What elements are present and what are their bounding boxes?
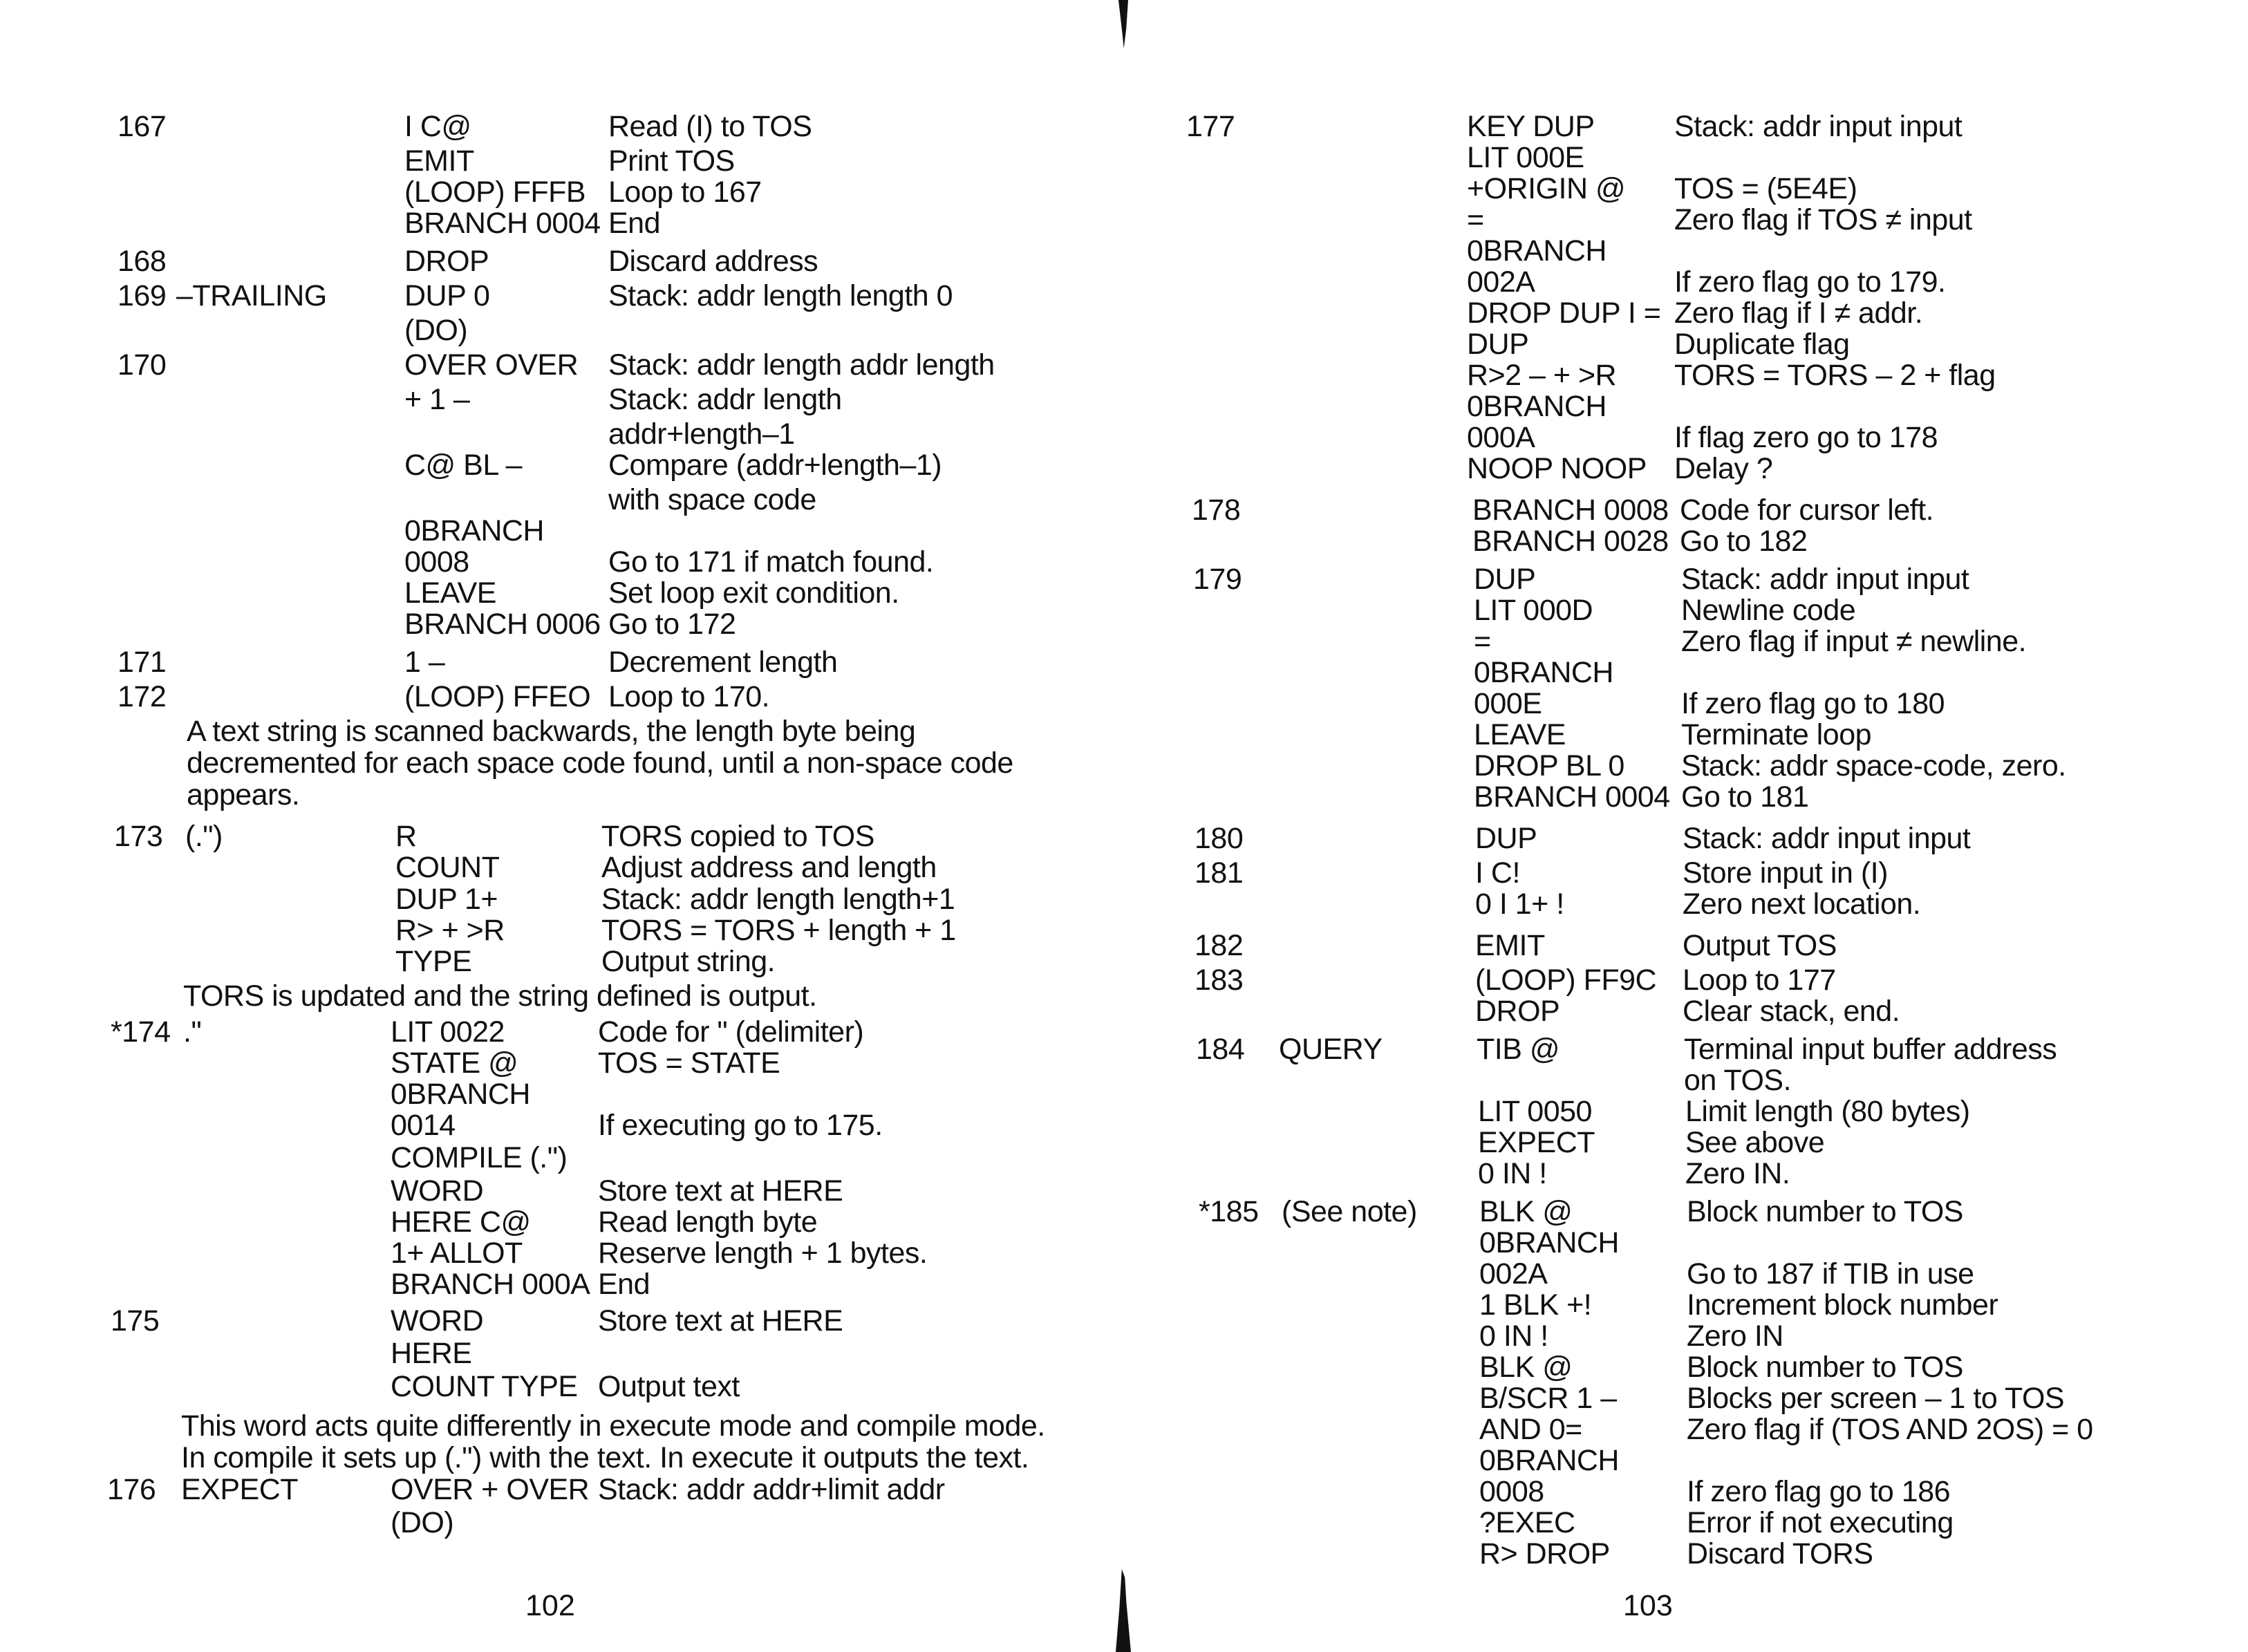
code-comment: If zero flag go to 179. [1674,265,1946,299]
forth-code: COMPILE (.") [391,1141,568,1174]
code-comment: Loop to 167 [608,176,762,209]
forth-code: 0BRANCH [1479,1444,1619,1477]
forth-code: 0008 [1479,1475,1544,1508]
listing-row [1136,1320,2242,1352]
forth-code: 0BRANCH [404,514,544,547]
line-number: 173 [114,820,163,853]
code-comment: Delay ? [1674,452,1773,485]
code-comment: Store text at HERE [598,1304,843,1337]
code-comment: Newline code [1681,594,1856,627]
listing-row [1136,1538,2242,1570]
code-comment: Terminate loop [1681,718,1872,751]
forth-code: 1 BLK +! [1479,1288,1592,1322]
explanation-paragraph [183,980,1013,1012]
code-comment: Store text at HERE [598,1174,843,1208]
listing-row [1136,1476,2242,1508]
forth-code: HERE [391,1337,472,1370]
listing-row [1124,453,2230,485]
line-number: 181 [1195,856,1244,890]
listing-row [0,1268,1106,1300]
line-number: 170 [118,348,167,382]
forth-code: 0BRANCH [1479,1226,1619,1259]
listing-row [1134,1064,2240,1096]
listing-row [0,1047,1106,1079]
word-name: (See note) [1282,1195,1417,1228]
book-spine [1113,0,1135,1652]
listing-row [0,646,1106,678]
forth-code: 0BRANCH [391,1078,530,1111]
code-comment: Loop to 177 [1683,964,1836,997]
listing-row [0,1474,1106,1505]
listing-row [1135,1158,2241,1190]
forth-code: = [1467,203,1484,236]
listing-row [0,1016,1106,1048]
listing-row [1136,1258,2242,1290]
forth-code: EMIT [1475,929,1545,962]
code-comment: End [608,207,661,240]
forth-code: + 1 – [404,383,470,416]
listing-row [0,1305,1106,1337]
code-comment: Zero next location. [1683,888,1921,921]
listing-row [0,145,1106,177]
code-comment: Error if not executing [1687,1506,1954,1539]
paragraph-line: decremented for each space code found, until a non-space code [187,747,1013,780]
page-number: 102 [525,1589,575,1622]
forth-code: DROP [1475,995,1560,1028]
code-comment: Block number to TOS [1687,1351,1963,1384]
forth-code: 002A [1479,1257,1548,1290]
explanation-paragraph [187,715,1013,811]
code-comment: Stack: addr input input [1683,822,1971,855]
forth-code: LIT 000E [1467,141,1584,174]
code-comment: Code for cursor left. [1680,494,1934,527]
listing-row [0,681,1106,713]
code-comment: Stack: addr length length 0 [608,279,953,312]
listing-row [0,245,1106,277]
code-comment: Stack: addr length addr length [608,348,995,382]
listing-row [0,207,1106,239]
forth-code: C@ BL – [404,449,523,482]
forth-code: ?EXEC [1479,1506,1575,1539]
code-comment: Discard address [608,245,818,278]
code-comment: Block number to TOS [1687,1195,1963,1228]
listing-row [1136,1289,2242,1321]
code-comment: Read (I) to TOS [608,110,812,143]
forth-code: NOOP NOOP [1467,452,1647,485]
line-number: 184 [1196,1033,1245,1066]
listing-row [0,946,1106,977]
listing-row [1124,142,2230,173]
listing-row [0,515,1106,547]
code-comment: Store input in (I) [1683,856,1888,890]
listing-row [0,1175,1106,1207]
line-number: 168 [118,245,167,278]
listing-row [0,449,1106,481]
code-comment: If zero flag go to 186 [1687,1475,1951,1508]
listing-row [0,1142,1106,1174]
code-comment: Reserve length + 1 bytes. [598,1237,928,1270]
listing-row [1131,688,2237,720]
code-comment: Stack: addr space-code, zero. [1681,749,2066,782]
listing-row [0,349,1106,381]
code-comment: Output string. [601,945,776,978]
code-comment: Zero flag if (TOS AND 2OS) = 0 [1687,1413,2093,1446]
forth-code: COUNT TYPE [391,1370,578,1403]
forth-code: TIB @ [1477,1033,1559,1066]
forth-code: 0BRANCH [1467,390,1607,423]
listing-row [0,1109,1106,1141]
code-comment: End [598,1268,650,1301]
code-comment: Output TOS [1683,929,1837,962]
forth-code: DUP [1475,822,1537,855]
code-comment: Go to 182 [1680,525,1808,558]
forth-code: WORD [391,1174,484,1208]
word-name: (.") [185,820,223,853]
listing-row [1124,391,2230,422]
code-comment: on TOS. [1684,1064,1792,1097]
line-number: 177 [1186,110,1235,143]
line-number: 171 [118,646,167,679]
line-number: 179 [1193,563,1242,596]
code-comment: Output text [598,1370,740,1403]
listing-row [0,1507,1106,1539]
listing-row [1132,823,2238,854]
forth-code: BRANCH 0006 [404,608,601,641]
code-comment: with space code [608,483,816,516]
forth-code: DUP [1474,563,1536,596]
listing-row [0,883,1106,915]
listing-row [1136,1414,2242,1445]
forth-code: 1 – [404,646,445,679]
forth-code: EMIT [404,144,474,178]
listing-row [0,546,1106,578]
listing-row [1130,525,2236,557]
code-comment: TOS = STATE [598,1046,780,1080]
forth-code: BRANCH 0028 [1472,525,1669,558]
forth-code: BRANCH 000A [391,1268,590,1301]
code-comment: addr+length–1 [608,417,795,451]
code-comment: Adjust address and length [601,851,937,884]
listing-row [0,418,1106,450]
listing-row [0,1371,1106,1402]
listing-row [1131,626,2237,657]
code-comment: Zero flag if input ≠ newline. [1681,625,2027,658]
code-comment: Code for " (delimiter) [598,1015,864,1049]
listing-row [1131,719,2237,751]
forth-code: DUP 1+ [395,883,498,916]
paragraph-line: In compile it sets up (.") with the text. In execute it outputs the text. [181,1441,1029,1474]
listing-row [0,1206,1106,1238]
code-comment: Discard TORS [1687,1537,1873,1570]
forth-code: (LOOP) FFEO [404,680,591,713]
listing-row [0,577,1106,609]
line-number: 176 [107,1473,156,1506]
forth-code: I C! [1475,856,1520,890]
listing-row [1132,888,2238,920]
code-comment: Decrement length [608,646,838,679]
forth-code: (DO) [404,314,468,347]
forth-code: TYPE [395,945,472,978]
word-name: –TRAILING [176,279,327,312]
forth-code: LEAVE [404,576,496,610]
listing-row [0,1237,1106,1269]
code-comment: TOS = (5E4E) [1674,172,1857,205]
forth-code: 0 IN ! [1479,1320,1548,1353]
forth-code: KEY DUP [1467,110,1595,143]
forth-code: BRANCH 0004 [404,207,601,240]
paragraph-line: TORS is updated and the string defined is output. [183,979,817,1013]
word-name: EXPECT [181,1473,299,1506]
listing-row [0,280,1106,312]
forth-code: BLK @ [1479,1195,1573,1228]
code-comment: Duplicate flag [1674,328,1850,361]
code-comment: Terminal input buffer address [1684,1033,2057,1066]
listing-row [0,914,1106,946]
listing-row [0,315,1106,346]
code-comment: Stack: addr input input [1681,563,1969,596]
listing-row [1136,1507,2242,1539]
listing-row [1132,857,2238,889]
listing-row [1124,328,2230,360]
code-comment: Go to 171 if match found. [608,545,934,579]
code-comment: Go to 172 [608,608,736,641]
line-number: *174 [111,1015,171,1049]
line-number: *185 [1199,1195,1259,1228]
explanation-paragraph [181,1409,1045,1474]
forth-code: 0 I 1+ ! [1475,888,1564,921]
forth-code: DROP BL 0 [1474,749,1624,782]
code-comment: Compare (addr+length–1) [608,449,942,482]
forth-code: COUNT [395,851,500,884]
forth-code: 0BRANCH [1467,234,1607,267]
forth-code: OVER + OVER [391,1473,590,1506]
forth-code: R>2 – + >R [1467,359,1617,392]
listing-row [1135,1096,2241,1127]
spine-shadow-bottom [1116,1569,1131,1652]
code-comment: If flag zero go to 178 [1674,421,1938,454]
forth-code: R> + >R [395,914,505,947]
forth-code: R> DROP [1479,1537,1610,1570]
forth-code: EXPECT [1478,1126,1595,1159]
listing-row [1135,1127,2241,1158]
listing-row [1136,1445,2242,1476]
code-comment: TORS copied to TOS [601,820,874,853]
listing-row [0,820,1106,852]
listing-row [0,484,1106,516]
listing-row [0,608,1106,640]
listing-row [1124,297,2230,329]
forth-code: 002A [1467,265,1535,299]
forth-code: LEAVE [1474,718,1566,751]
listing-row [1136,1382,2242,1414]
listing-row [1131,750,2237,782]
paragraph-line: appears. [187,778,300,811]
forth-code: R [395,820,417,853]
code-comment: Stack: addr length [608,383,842,416]
spine-shadow-top [1118,0,1128,48]
line-number: 180 [1195,822,1244,855]
forth-code: DUP [1467,328,1529,361]
forth-code: 0008 [404,545,469,579]
line-number: 169 [118,279,167,312]
forth-code: LIT 000D [1474,594,1593,627]
listing-row [0,384,1106,415]
forth-code: LIT 0050 [1478,1095,1592,1128]
listing-row [1132,995,2238,1027]
forth-code: 000A [1467,421,1535,454]
forth-code: (LOOP) FF9C [1475,964,1657,997]
forth-code: LIT 0022 [391,1015,505,1049]
word-name: ." [183,1015,202,1049]
line-number: 182 [1195,929,1244,962]
forth-code: 000E [1474,687,1542,720]
code-comment: Blocks per screen – 1 to TOS [1687,1382,2065,1415]
code-comment: Go to 187 if TIB in use [1687,1257,1974,1290]
line-number: 183 [1195,964,1244,997]
forth-code: STATE @ [391,1046,518,1080]
line-number: 167 [118,110,167,143]
code-comment: Zero flag if TOS ≠ input [1674,203,1972,236]
forth-code: WORD [391,1304,484,1337]
paragraph-line: This word acts quite differently in execute mode and compile mode. [181,1409,1045,1443]
line-number: 178 [1192,494,1241,527]
code-comment: Read length byte [598,1205,818,1239]
code-comment: Zero IN [1687,1320,1783,1353]
page-number: 103 [1623,1589,1673,1622]
line-number: 172 [118,680,167,713]
code-comment: If executing go to 175. [598,1109,883,1142]
forth-code: DROP [404,245,489,278]
listing-row [1131,657,2237,688]
forth-code: 0 IN ! [1478,1157,1547,1190]
listing-row [0,852,1106,883]
code-comment: Stack: addr length length+1 [601,883,955,916]
code-comment: TORS = TORS + length + 1 [601,914,956,947]
listing-row [1132,930,2238,961]
forth-code: 0BRANCH [1474,656,1613,689]
forth-code: = [1474,625,1491,658]
listing-row [0,1078,1106,1110]
listing-row [1132,964,2238,996]
listing-row [1124,235,2230,267]
right-page [1124,0,2248,1652]
forth-code: 0014 [391,1109,456,1142]
listing-row [1131,594,2237,626]
code-comment: Clear stack, end. [1683,995,1900,1028]
listing-row [1124,204,2230,236]
listing-row [1131,781,2237,813]
forth-code: BRANCH 0008 [1472,494,1669,527]
listing-row [0,1337,1106,1369]
forth-code: BLK @ [1479,1351,1573,1384]
code-comment: Stack: addr input input [1674,110,1963,143]
listing-row [0,111,1106,142]
code-comment: Zero flag if I ≠ addr. [1674,297,1923,330]
code-comment: Print TOS [608,144,735,178]
word-name: QUERY [1279,1033,1383,1066]
forth-code: (LOOP) FFFB [404,176,586,209]
forth-code: OVER OVER [404,348,579,382]
code-comment: Set loop exit condition. [608,576,899,610]
code-comment: Zero IN. [1685,1157,1790,1190]
forth-code: HERE C@ [391,1205,531,1239]
listing-row [1124,111,2230,142]
code-comment: If zero flag go to 180 [1681,687,1945,720]
code-comment: Go to 181 [1681,780,1809,814]
forth-code: +ORIGIN @ [1467,172,1626,205]
paragraph-line: A text string is scanned backwards, the length byte being [187,715,916,748]
forth-code: 1+ ALLOT [391,1237,523,1270]
listing-row [1124,266,2230,298]
listing-row [1130,494,2236,526]
listing-row [0,176,1106,208]
code-comment: Increment block number [1687,1288,1998,1322]
listing-row [1124,173,2230,205]
code-comment: TORS = TORS – 2 + flag [1674,359,1996,392]
listing-row [1136,1196,2242,1228]
listing-row [1136,1351,2242,1383]
listing-row [1131,563,2237,595]
code-comment: Stack: addr addr+limit addr [598,1473,945,1506]
forth-code: B/SCR 1 – [1479,1382,1617,1415]
listing-row [1134,1033,2240,1065]
line-number: 175 [111,1304,160,1337]
code-comment: Limit length (80 bytes) [1685,1095,1970,1128]
listing-row [1124,359,2230,391]
code-comment: See above [1685,1126,1825,1159]
forth-code: DUP 0 [404,279,490,312]
forth-code: (DO) [391,1506,454,1539]
listing-row [1136,1227,2242,1259]
forth-code: BRANCH 0004 [1474,780,1670,814]
forth-code: DROP DUP I = [1467,297,1661,330]
forth-code: I C@ [404,110,471,143]
code-comment: Loop to 170. [608,680,770,713]
listing-row [1124,422,2230,453]
forth-code: AND 0= [1479,1413,1582,1446]
